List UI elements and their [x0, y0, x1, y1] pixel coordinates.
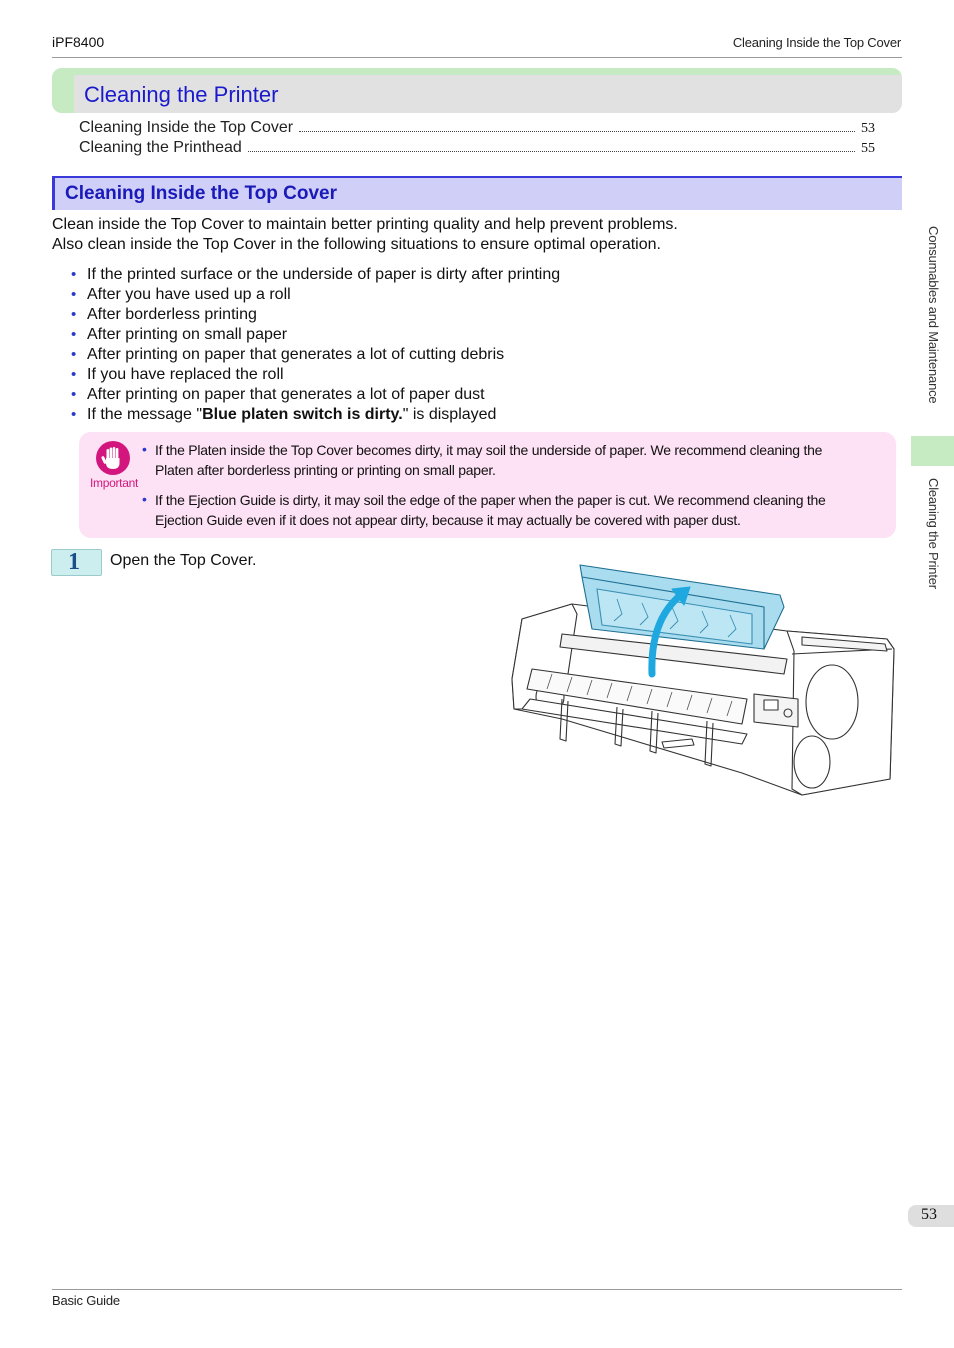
- important-note-line: If the Ejection Guide is dirty, it may soil the edge of the paper when the paper is cut. We recommend cleaning the: [155, 492, 826, 508]
- list-item: • After printing on small paper: [71, 326, 288, 343]
- chapter-title: Cleaning the Printer: [84, 82, 279, 107]
- bullet-icon: •: [71, 366, 77, 383]
- important-note-line: If the Platen inside the Top Cover becomes dirty, it may soil the underside of paper. We recommend cleaning the: [155, 442, 823, 458]
- toc-entry-page: 53: [861, 121, 875, 136]
- important-note-line: Ejection Guide even if it does not appear dirty, because it may actually be covered with paper dust.: [155, 512, 741, 528]
- header-model: iPF8400: [52, 34, 105, 50]
- printer-illustration: [502, 559, 898, 801]
- toc-entry-title: Cleaning the Printhead: [79, 139, 242, 156]
- toc-entry-page: 55: [861, 141, 875, 156]
- header-section: Cleaning Inside the Top Cover: [732, 35, 901, 50]
- toc-entry-printhead[interactable]: [79, 139, 875, 157]
- bullet-icon: •: [71, 326, 77, 343]
- footer-rule: [52, 1289, 902, 1290]
- list-item: • After borderless printing: [71, 306, 257, 323]
- important-label: Important: [90, 476, 138, 490]
- page-number: 53: [921, 1206, 937, 1223]
- bullet-icon: •: [71, 386, 77, 403]
- toc-leader-dots: [299, 131, 855, 132]
- bullet-icon: •: [71, 306, 77, 323]
- important-note-line: Platen after borderless printing or printing on small paper.: [155, 462, 496, 478]
- bullet-icon: •: [71, 286, 77, 303]
- bullet-icon: •: [71, 346, 77, 363]
- side-tab-chapter[interactable]: [926, 226, 942, 431]
- header-rule: [52, 57, 902, 58]
- intro-paragraph: Also clean inside the Top Cover in the following situations to ensure optimal operation.: [52, 236, 661, 253]
- list-item: • After printing on paper that generates a lot of paper dust: [71, 386, 485, 403]
- intro-paragraph: Clean inside the Top Cover to maintain better printing quality and help prevent problems.: [52, 216, 678, 233]
- message-text: Blue platen switch is dirty.: [202, 406, 403, 423]
- side-tab-section[interactable]: [926, 478, 942, 608]
- toc-entry-top-cover[interactable]: [79, 119, 875, 137]
- important-hand-icon: [96, 441, 130, 475]
- section-title: Cleaning Inside the Top Cover: [65, 183, 338, 204]
- bullet-icon: •: [142, 491, 147, 507]
- bullet-icon: •: [71, 266, 77, 283]
- side-tab-section-label: Cleaning the Printer: [926, 478, 941, 589]
- footer-title: Basic Guide: [52, 1293, 120, 1308]
- step-number: 1: [68, 549, 80, 575]
- toc-entry-title: Cleaning Inside the Top Cover: [79, 119, 294, 136]
- toc-leader-dots: [248, 151, 855, 152]
- list-item: • After printing on paper that generates a lot of cutting debris: [71, 346, 505, 363]
- list-item: • If you have replaced the roll: [71, 366, 284, 383]
- list-item: • If the printed surface or the underside of paper is dirty after printing: [71, 266, 561, 283]
- step-instruction: Open the Top Cover.: [110, 552, 257, 569]
- bullet-icon: •: [71, 406, 77, 423]
- list-item: • After you have used up a roll: [71, 286, 291, 303]
- list-item: • If the message "Blue platen switch is dirty." is displayed: [71, 406, 497, 423]
- side-tab-marker: [911, 436, 954, 466]
- bullet-icon: •: [142, 441, 147, 457]
- side-tab-chapter-label: Consumables and Maintenance: [926, 226, 941, 404]
